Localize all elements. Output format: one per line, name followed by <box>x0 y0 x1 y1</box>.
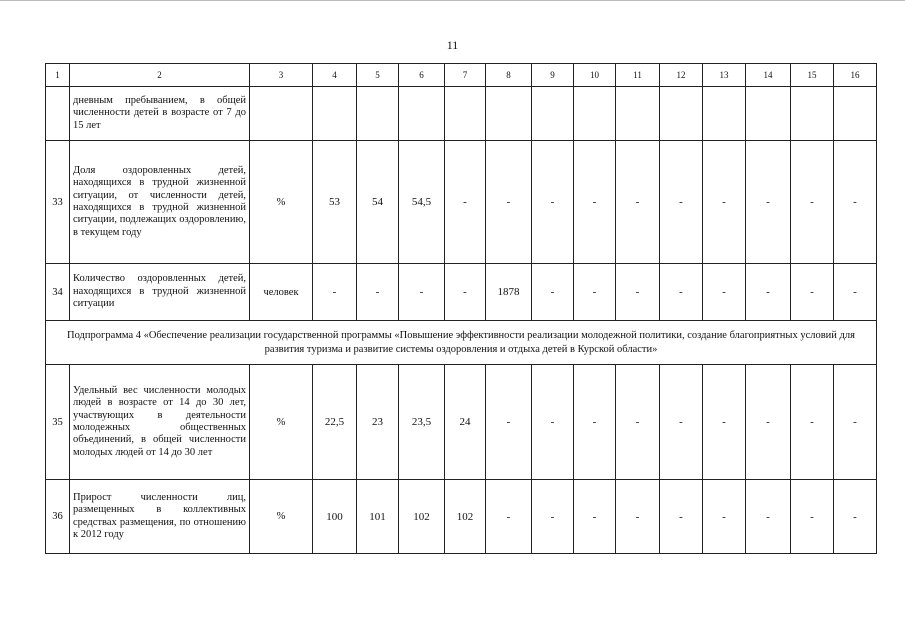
value-cell <box>616 87 660 141</box>
value-cell: - <box>313 264 357 321</box>
value-cell: - <box>791 264 834 321</box>
indicator-description: Удельный вес численности молодых людей в возрасте от 14 до 30 лет, участвующих в деятельности молодежных общественных объединений, в общей численности молодых людей от 14 до 30 лет <box>70 365 250 480</box>
column-header: 8 <box>486 64 532 87</box>
value-cell: - <box>791 141 834 264</box>
value-cell: - <box>660 365 703 480</box>
value-cell: - <box>445 264 486 321</box>
indicators-table <box>45 63 877 554</box>
value-cell: 24 <box>445 365 486 480</box>
value-cell: - <box>532 365 574 480</box>
value-cell: - <box>703 480 746 554</box>
value-cell: - <box>703 141 746 264</box>
value-cell <box>791 87 834 141</box>
column-header-row <box>46 64 877 87</box>
column-header: 1 <box>46 64 70 87</box>
value-cell: - <box>616 141 660 264</box>
column-header: 15 <box>791 64 834 87</box>
value-cell: 101 <box>357 480 399 554</box>
value-cell: - <box>660 141 703 264</box>
value-cell: - <box>616 264 660 321</box>
value-cell <box>834 87 877 141</box>
value-cell: - <box>834 365 877 480</box>
value-cell: - <box>834 141 877 264</box>
table-row <box>46 264 877 321</box>
column-header: 13 <box>703 64 746 87</box>
value-cell: - <box>532 264 574 321</box>
subprogram-row <box>46 321 877 365</box>
value-cell: 54 <box>357 141 399 264</box>
value-cell: - <box>574 365 616 480</box>
value-cell: - <box>357 264 399 321</box>
value-cell <box>746 87 791 141</box>
table-row <box>46 87 877 141</box>
value-cell <box>357 87 399 141</box>
value-cell: - <box>660 264 703 321</box>
column-header: 9 <box>532 64 574 87</box>
value-cell: - <box>791 480 834 554</box>
value-cell: - <box>445 141 486 264</box>
row-number: 36 <box>46 480 70 554</box>
value-cell: 102 <box>445 480 486 554</box>
value-cell <box>445 87 486 141</box>
column-header: 14 <box>746 64 791 87</box>
column-header: 12 <box>660 64 703 87</box>
column-header: 16 <box>834 64 877 87</box>
indicator-description: Прирост численности лиц, размещенных в коллективных средствах размещения, по отношению к 2012 году <box>70 480 250 554</box>
value-cell: - <box>532 141 574 264</box>
value-cell: - <box>834 480 877 554</box>
value-cell: 1878 <box>486 264 532 321</box>
value-cell: - <box>486 365 532 480</box>
unit-cell: человек <box>250 264 313 321</box>
value-cell: 23 <box>357 365 399 480</box>
column-header: 11 <box>616 64 660 87</box>
table-row <box>46 480 877 554</box>
unit-cell: % <box>250 365 313 480</box>
indicator-description: Количество оздоровленных детей, находящихся в трудной жизненной ситуации <box>70 264 250 321</box>
column-header: 7 <box>445 64 486 87</box>
column-header: 10 <box>574 64 616 87</box>
column-header: 3 <box>250 64 313 87</box>
value-cell: - <box>703 365 746 480</box>
value-cell: - <box>746 480 791 554</box>
value-cell: 102 <box>399 480 445 554</box>
value-cell: 22,5 <box>313 365 357 480</box>
row-number <box>46 87 70 141</box>
value-cell <box>660 87 703 141</box>
value-cell <box>703 87 746 141</box>
value-cell: - <box>703 264 746 321</box>
column-header: 2 <box>70 64 250 87</box>
value-cell: - <box>574 264 616 321</box>
value-cell: - <box>746 365 791 480</box>
value-cell: - <box>616 365 660 480</box>
value-cell <box>486 87 532 141</box>
subprogram-title: Подпрограмма 4 «Обеспечение реализации государственной программы «Повышение эффективности реализации молодежной политики, создание благоприятных условий для развития туризма и развитие системы оздоровления и отдыха детей в Курской области» <box>46 321 877 365</box>
row-number: 34 <box>46 264 70 321</box>
value-cell <box>574 87 616 141</box>
value-cell: - <box>486 480 532 554</box>
column-header: 6 <box>399 64 445 87</box>
page-top-edge <box>0 0 905 1</box>
value-cell <box>532 87 574 141</box>
value-cell <box>399 87 445 141</box>
value-cell: - <box>616 480 660 554</box>
value-cell: - <box>574 141 616 264</box>
unit-cell <box>250 87 313 141</box>
table-row <box>46 141 877 264</box>
table-row <box>46 365 877 480</box>
unit-cell: % <box>250 480 313 554</box>
value-cell: - <box>574 480 616 554</box>
row-number: 35 <box>46 365 70 480</box>
indicator-description: Доля оздоровленных детей, находящихся в трудной жизненной ситуации, от численности детей, находящихся в трудной жизненной ситуации, подлежащих оздоровлению, в текущем году <box>70 141 250 264</box>
page-number: 11 <box>446 38 459 52</box>
value-cell: - <box>486 141 532 264</box>
column-header: 4 <box>313 64 357 87</box>
value-cell <box>313 87 357 141</box>
value-cell: - <box>834 264 877 321</box>
unit-cell: % <box>250 141 313 264</box>
value-cell: - <box>746 141 791 264</box>
value-cell: 100 <box>313 480 357 554</box>
value-cell: - <box>399 264 445 321</box>
column-header: 5 <box>357 64 399 87</box>
row-number: 33 <box>46 141 70 264</box>
value-cell: 53 <box>313 141 357 264</box>
indicator-description: дневным пребыванием, в общей численности детей в возрасте от 7 до 15 лет <box>70 87 250 141</box>
value-cell: - <box>791 365 834 480</box>
value-cell: - <box>532 480 574 554</box>
value-cell: 23,5 <box>399 365 445 480</box>
value-cell: - <box>746 264 791 321</box>
value-cell: - <box>660 480 703 554</box>
value-cell: 54,5 <box>399 141 445 264</box>
